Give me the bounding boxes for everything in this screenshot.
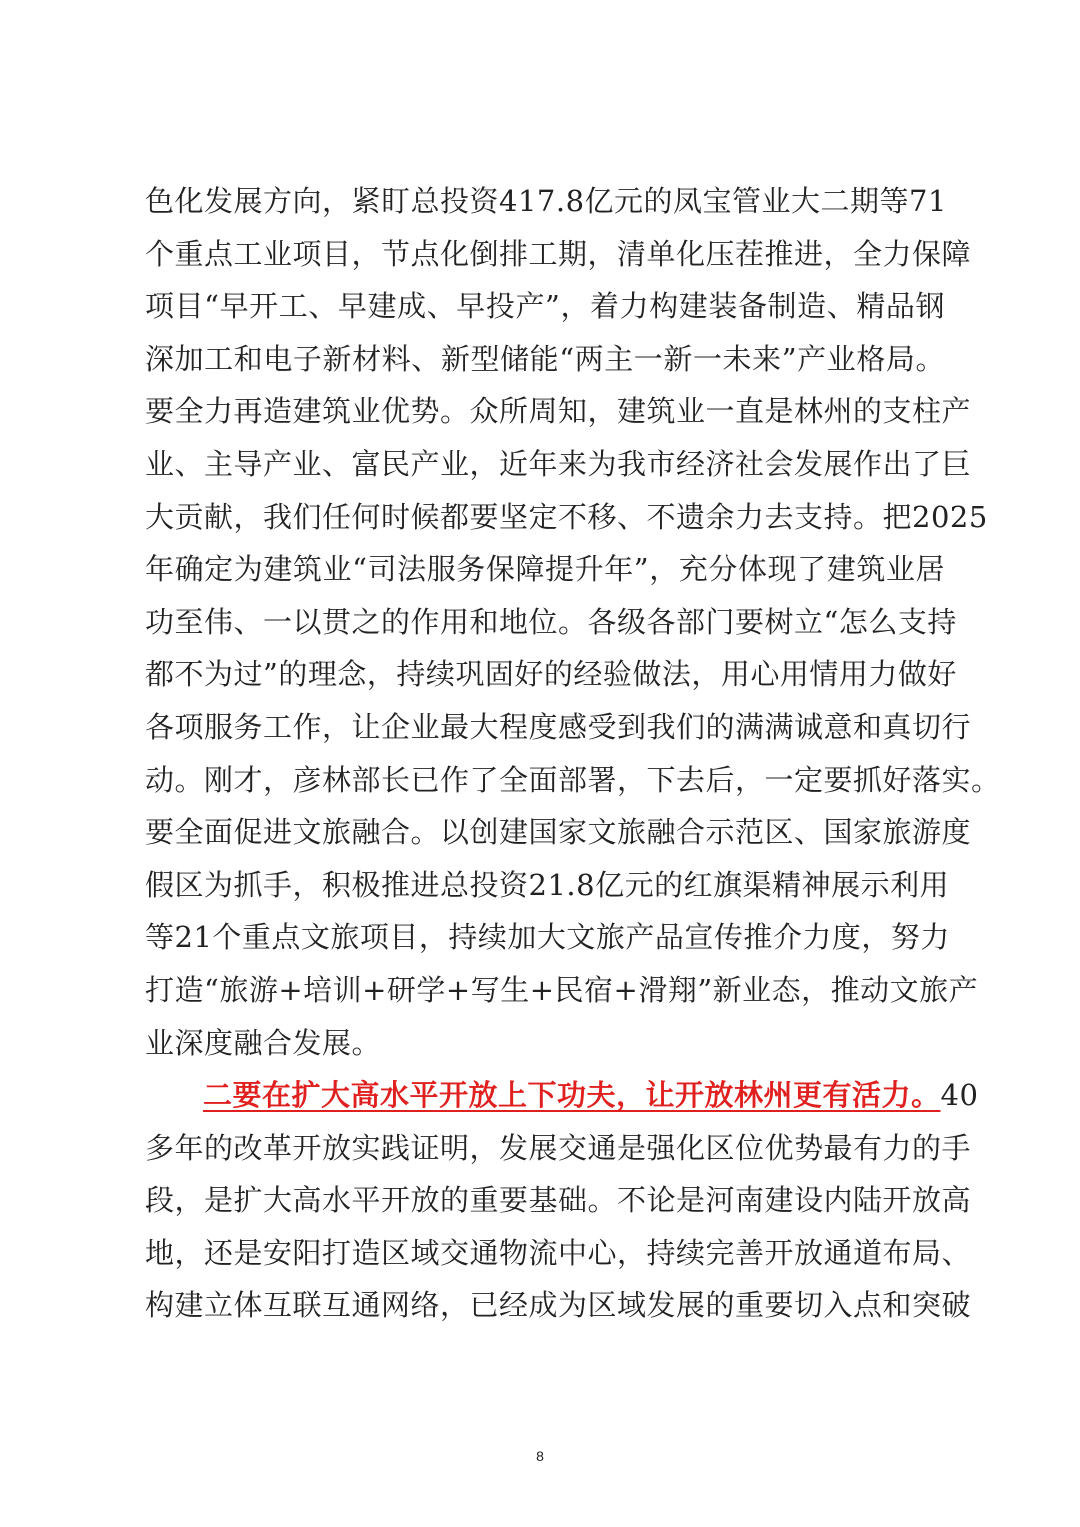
- text-line: 功至伟、一以贯之的作用和地位。各级各部门要树立“怎么支持: [145, 604, 957, 639]
- text-line: 大贡献，我们任何时候都要坚定不移、不遗余力去支持。把2025: [145, 499, 988, 534]
- text-line: 都不为过”的理念，持续巩固好的经验做法，用心用情用力做好: [145, 657, 957, 692]
- text-line: 各项服务工作，让企业最大程度感受到我们的满满诚意和真切行: [145, 709, 972, 744]
- text-line: 要全力再造建筑业优势。众所周知，建筑业一直是林州的支柱产: [145, 394, 972, 429]
- text-line: 等21个重点文旅项目，持续加大文旅产品宣传推介力度，努力: [145, 920, 950, 955]
- text-line: 多年的改革开放实践证明，发展交通是强化区位优势最有力的手: [145, 1130, 972, 1165]
- body-text: [145, 175, 1001, 1332]
- text-line: 年确定为建筑业“司法服务保障提升年”，充分体现了建筑业居: [145, 552, 945, 587]
- text-line: 项目“早开工、早建成、早投产”，着力构建装备制造、精品钢: [145, 289, 945, 324]
- section-heading-line: [145, 1069, 979, 1122]
- text-line: 深加工和电子新材料、新型储能“两主一新一未来”产业格局。: [145, 341, 945, 376]
- text-line: 业深度融合发展。: [145, 1025, 382, 1060]
- text-line: 个重点工业项目，节点化倒排工期，清单化压茬推进，全力保障: [145, 236, 972, 271]
- text-line: 假区为抓手，积极推进总投资21.8亿元的红旗渠精神展示利用: [145, 867, 950, 902]
- heading-tail-text: 40: [940, 1078, 979, 1113]
- text-line: 构建立体互联互通网络，已经成为区域发展的重要切入点和突破: [145, 1288, 972, 1323]
- text-line: 地，还是安阳打造区域交通物流中心，持续完善开放通道布局、: [145, 1235, 972, 1270]
- text-line: 色化发展方向，紧盯总投资417.8亿元的凤宝管业大二期等71: [145, 184, 947, 218]
- text-line: 打造“旅游+培训+研学+写生+民宿+滑翔”新业态，推动文旅产: [145, 972, 979, 1007]
- page-number: 8: [536, 1448, 544, 1464]
- text-line: 动。刚才，彦林部长已作了全面部署，下去后，一定要抓好落实。: [145, 762, 1001, 797]
- section-heading: 二要在扩大高水平开放上下功夫，让开放林州更有活力。: [203, 1078, 941, 1113]
- text-line: 要全面促进文旅融合。以创建国家文旅融合示范区、国家旅游度: [145, 815, 972, 850]
- text-line: 业、主导产业、富民产业，近年来为我市经济社会发展作出了巨: [145, 446, 972, 481]
- text-line: 段，是扩大高水平开放的重要基础。不论是河南建设内陆开放高: [145, 1183, 972, 1218]
